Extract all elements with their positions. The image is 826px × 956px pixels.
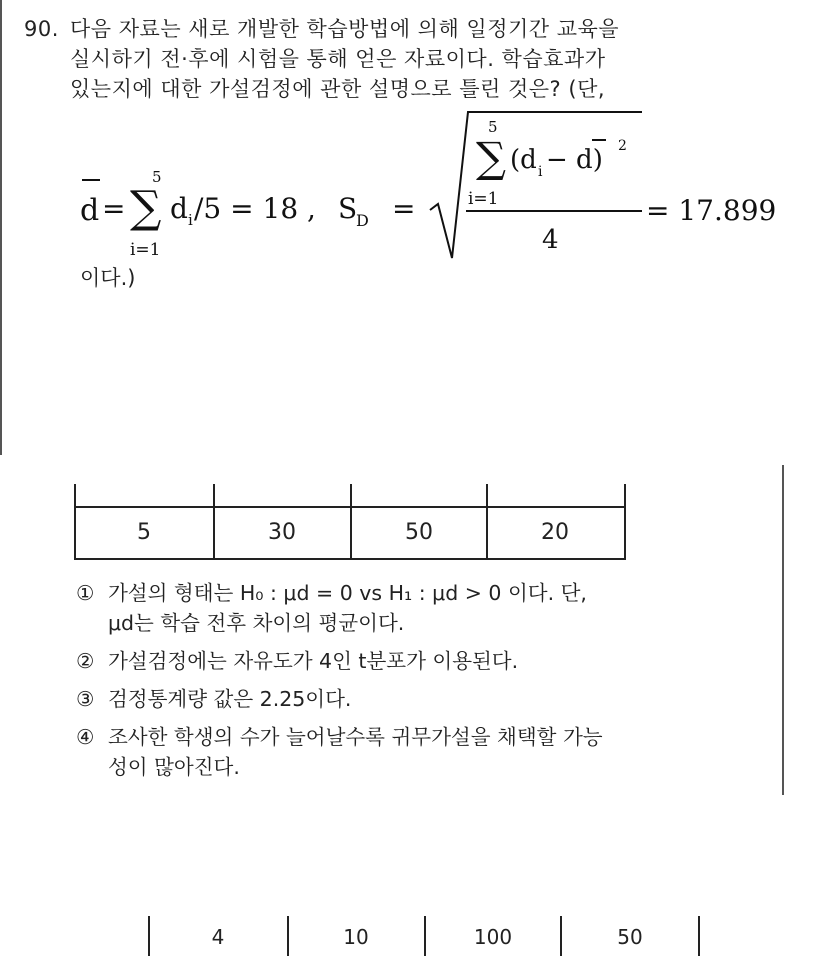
partial-cell: 50 <box>617 925 643 949</box>
partial-cell: 10 <box>343 925 369 949</box>
table-cell: 5 <box>137 520 151 545</box>
equals-sign: = <box>102 192 126 225</box>
sum-rest: /5 = 18 , <box>194 192 316 225</box>
option-1[interactable] <box>76 578 776 638</box>
option-marker: ② <box>76 649 95 673</box>
inner-sum-symbol: ∑ <box>476 133 506 182</box>
question-line: 있는지에 대한 가설검정에 관한 설명으로 틀린 것은? (단, <box>70 77 606 101</box>
inner-body-rest: − d) <box>546 145 603 175</box>
frame-left-border <box>0 0 2 455</box>
table-partial-row <box>148 916 700 956</box>
sqrt-sign <box>430 112 642 258</box>
sd-symbol: S <box>338 192 358 225</box>
option-text: 조사한 학생의 수가 늘어날수록 귀무가설을 채택할 가능 <box>108 725 603 749</box>
inner-power: 2 <box>618 138 627 154</box>
frame-right-border <box>782 465 784 795</box>
formula <box>60 110 790 280</box>
question-text <box>70 14 794 104</box>
table-cell: 20 <box>541 520 569 545</box>
inner-body-sub: i <box>538 164 543 180</box>
inner-sum-upper: 5 <box>488 118 498 136</box>
question-ending: 이다.) <box>80 266 136 290</box>
table-cell: 50 <box>405 520 433 545</box>
option-4[interactable] <box>76 722 776 782</box>
sum-upper: 5 <box>152 168 162 186</box>
sum-lower: i=1 <box>130 240 161 260</box>
option-text: 검정통계량 값은 2.25이다. <box>108 687 352 711</box>
question-number: 90. <box>24 17 59 41</box>
sum-body-sub: i <box>188 211 193 229</box>
question-line: 다음 자료는 새로 개발한 학습방법에 의해 일정기간 교육을 <box>70 17 620 41</box>
inner-body: (d <box>510 145 537 175</box>
partial-cell: 4 <box>211 925 225 949</box>
inner-sum-lower: i=1 <box>468 189 499 209</box>
option-3[interactable] <box>76 684 776 714</box>
option-marker: ④ <box>76 725 95 749</box>
question-header <box>24 14 794 104</box>
question-line: 실시하기 전·후에 시험을 통해 얻은 자료이다. 학습효과가 <box>70 47 606 71</box>
denominator: 4 <box>542 225 559 255</box>
option-text: μd는 학습 전후 차이의 평균이다. <box>108 611 405 635</box>
option-text: 성이 많아진다. <box>108 755 240 779</box>
equals-sign-2: = <box>392 192 416 225</box>
option-text: 가설검정에는 자유도가 4인 t분포가 이용된다. <box>108 649 519 673</box>
dbar-symbol: d <box>80 193 100 228</box>
answer-options <box>76 578 776 790</box>
sum-symbol: ∑ <box>130 182 162 233</box>
result-value: = 17.899 <box>646 194 777 227</box>
option-marker: ③ <box>76 687 95 711</box>
option-2[interactable] <box>76 646 776 676</box>
option-text: 가설의 형태는 H₀ : μd = 0 vs H₁ : μd > 0 이다. 단, <box>108 581 587 605</box>
sd-sub: D <box>356 211 369 230</box>
table-cell: 30 <box>268 520 296 545</box>
partial-cell: 100 <box>473 925 513 949</box>
option-marker: ① <box>76 581 95 605</box>
sum-body: d <box>170 192 188 225</box>
